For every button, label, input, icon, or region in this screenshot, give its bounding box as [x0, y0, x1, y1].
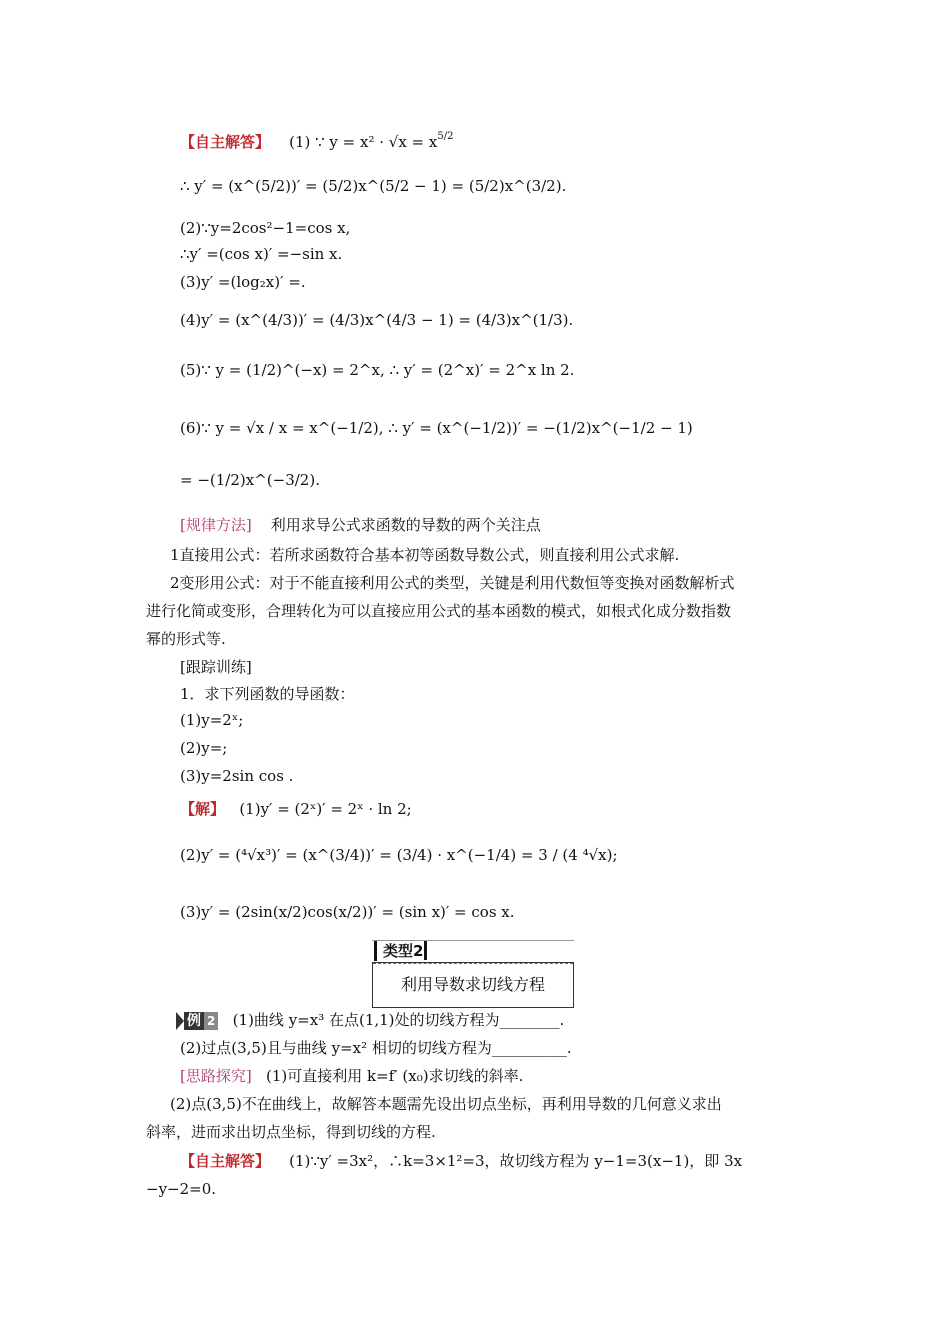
thinking-2a: (2)点(3,5)不在曲线上，故解答本题需先设出切点坐标，再利用导数的几何意义求出: [170, 1095, 722, 1113]
type-label-bar: [424, 941, 427, 960]
solution-1-exponent: 5/2: [437, 131, 454, 142]
practice-tag: [跟踪训练]: [180, 658, 252, 676]
method-title: 利用求导公式求函数的导数的两个关注点: [270, 516, 541, 534]
type-label: 类型2: [374, 941, 423, 961]
solution2-line-2: −y−2=0.: [146, 1180, 217, 1198]
solution-line-3: (2)∵y=2cos²−1=cos x,: [180, 219, 351, 237]
example-number: 2: [204, 1012, 218, 1030]
answer-line-3: (3)y′ = (2sin(x/2)cos(x/2))′ = (sin x)′ = cos x.: [180, 903, 515, 921]
solution-line-4: ∴y′ =(cos x)′ =−sin x.: [180, 245, 343, 263]
self-answer-tag-2: 【自主解答】: [180, 1152, 271, 1170]
answer-1: (1)y′ = (2ˣ)′ = 2ˣ · ln 2;: [239, 800, 412, 818]
method-heading: [180, 515, 541, 535]
method-tag: [规律方法]: [180, 516, 252, 534]
thinking-2b: 斜率，进而求出切点坐标，得到切线的方程.: [146, 1123, 436, 1141]
type-heading-box: [372, 940, 574, 1008]
practice-q1: (1)y=2ˣ;: [180, 711, 244, 729]
solution-line-6: (4)y′ = (x^(4/3))′ = (4/3)x^(4/3 − 1) = (4/3)x^(1/3).: [180, 311, 574, 329]
solution-line-9: = −(1/2)x^(−3/2).: [180, 471, 320, 489]
practice-q3: (3)y=2sin cos .: [180, 767, 294, 785]
example-arrow-icon: [176, 1012, 184, 1030]
solution-line-5: (3)y′ =(log₂x)′ =.: [180, 273, 306, 291]
solution-line-7: (5)∵ y = (1/2)^(−x) = 2^x, ∴ y′ = (2^x)′ = 2^x ln 2.: [180, 361, 575, 379]
thinking-1: (1)可直接利用 k=f′ (x₀)求切线的斜率.: [266, 1067, 524, 1085]
type-box-dashed-rule: [373, 963, 573, 964]
method-point-1: 1直接用公式：若所求函数符合基本初等函数导数公式，则直接利用公式求解.: [170, 546, 680, 564]
example-q2: (2)过点(3,5)且与曲线 y=x² 相切的切线方程为__________.: [180, 1039, 572, 1057]
self-answer-tag: 【自主解答】: [180, 133, 271, 151]
answer-line-2: (2)y′ = (⁴√x³)′ = (x^(3/4))′ = (3/4) · x^(−1/4) = 3 / (4 ⁴√x);: [180, 846, 618, 864]
thinking-line-1: [180, 1066, 523, 1086]
method-point-2a: 2变形用公式：对于不能直接利用公式的类型，关键是利用代数恒等变换对函数解析式: [170, 574, 735, 592]
solution2-line-1: [180, 1151, 742, 1171]
type-title-frame: [372, 962, 574, 1008]
example-q1: (1)曲线 y=x³ 在点(1,1)处的切线方程为________.: [232, 1011, 565, 1029]
practice-question: 1．求下列函数的导函数：: [180, 685, 355, 703]
answer-tag: 【解】: [180, 800, 226, 818]
example-line-1: [176, 1010, 564, 1030]
solution-line-8: (6)∵ y = √x / x = x^(−1/2), ∴ y′ = (x^(−1/2))′ = −(1/2)x^(−1/2 − 1): [180, 419, 693, 437]
type-title: 利用导数求切线方程: [400, 975, 545, 994]
answer-line-1: [180, 799, 412, 819]
solution-line-1: [180, 132, 453, 152]
solution2-1: (1)∵y′ =3x²，∴k=3×1²=3，故切线方程为 y−1=3(x−1)，即 3x: [289, 1152, 743, 1170]
method-point-2c: 幂的形式等.: [146, 630, 226, 648]
solution-1-text: (1) ∵ y = x² · √x = x: [289, 133, 438, 151]
example-tag: 例: [184, 1012, 204, 1030]
thinking-tag: [思路探究]: [180, 1067, 252, 1085]
method-point-2b: 进行化简或变形，合理转化为可以直接应用公式的基本函数的模式，如根式化成分数指数: [146, 602, 732, 620]
solution-line-2: ∴ y′ = (x^(5/2))′ = (5/2)x^(5/2 − 1) = (5/2)x^(3/2).: [180, 177, 567, 195]
practice-q2: (2)y=;: [180, 739, 228, 757]
